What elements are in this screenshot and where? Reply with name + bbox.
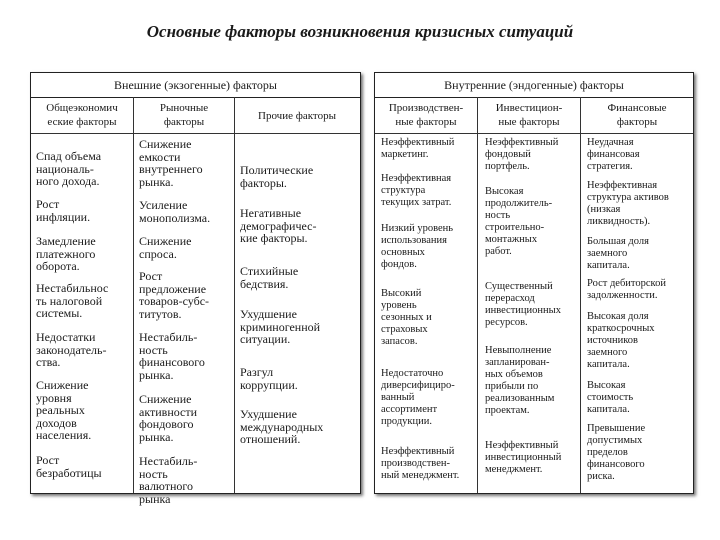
list-item: Негативные демографичес- кие факторы.	[240, 206, 317, 245]
list-item: Спад объема националь- ного дохода.	[36, 149, 102, 188]
list-item: Снижение емкости внутреннего рынка.	[139, 137, 203, 189]
page-title: Основные факторы возникновения кризисных ситуаций	[146, 22, 574, 41]
list-item: Снижение спроса.	[139, 234, 192, 261]
list-item: Неэффективный фондовый портфель.	[485, 137, 559, 172]
column-divider	[477, 97, 478, 493]
list-item: Невыполнение запланирован- ных объемов прибыли по реализованным проектам.	[485, 345, 555, 416]
column-title-financial: Финансовые факторы	[607, 102, 667, 128]
list-item: Разгул коррупции.	[240, 365, 298, 392]
list-item: Стихийные бедствия.	[240, 264, 299, 291]
column-title-economic: Общеэкономич еские факторы	[46, 102, 118, 128]
list-item: Рост дебиторской задолженности.	[587, 278, 666, 301]
header-divider	[375, 133, 693, 134]
list-item: Неэффективная структура текущих затрат.	[381, 173, 452, 208]
internal-factors-panel	[374, 72, 694, 494]
list-item: Высокий уровень сезонных и страховых запасов.	[381, 288, 432, 347]
list-item: Рост предложение товаров-субс- титутов.	[139, 269, 210, 321]
list-item: Неэффективная структура активов (низкая ликвидность).	[587, 180, 669, 227]
list-item: Нестабиль- ность валютного рынка	[139, 454, 198, 506]
column-title-market: Рыночные факторы	[159, 102, 209, 128]
list-item: Нестабильнос ть налоговой системы.	[36, 281, 109, 320]
list-item: Высокая доля краткосрочных источников заемного капитала.	[587, 311, 655, 370]
list-item: Неэффективный маркетинг.	[381, 137, 455, 160]
list-item: Недостатки законодатель- ства.	[36, 330, 107, 369]
column-title-investment: Инвестицион- ные факторы	[495, 102, 563, 128]
list-item: Снижение уровня реальных доходов населения.	[36, 378, 92, 442]
list-item: Существенный перерасход инвестиционных ресурсов.	[485, 281, 561, 328]
list-item: Высокая стоимость капитала.	[587, 380, 634, 415]
external-factors-panel	[30, 72, 361, 506]
list-item: Превышение допустимых пределов финансового риска.	[587, 423, 646, 482]
column-title-other: Прочие факторы	[258, 110, 336, 122]
list-item: Неудачная финансовая стратегия.	[587, 137, 640, 172]
list-item: Замедление платежного оборота.	[36, 234, 96, 273]
list-item: Усиление монополизма.	[139, 198, 211, 225]
list-item: Недостаточно диверсифициро- ванный ассортимент продукции.	[381, 368, 455, 427]
list-item: Высокая продолжитель- ность строительно- монтажных работ.	[485, 186, 553, 257]
internal-factors-header: Внутренние (эндогенные) факторы	[375, 73, 693, 98]
list-item: Неэффективный производствен- ный менеджмент.	[381, 446, 460, 481]
list-item: Ухудшение международных отношений.	[240, 407, 324, 446]
header-divider	[31, 133, 360, 134]
column-title-production: Производствен- ные факторы	[388, 102, 464, 128]
list-item: Ухудшение криминогенной ситуации.	[240, 307, 321, 346]
list-item: Политические факторы.	[240, 163, 314, 190]
list-item: Рост инфляции.	[36, 197, 91, 224]
column-divider	[234, 97, 235, 493]
column-divider	[580, 97, 581, 493]
external-factors-header: Внешние (экзогенные) факторы	[31, 73, 360, 98]
list-item: Снижение активности фондового рынка.	[139, 392, 198, 444]
list-item: Рост безработицы	[36, 453, 102, 480]
list-item: Большая доля заемного капитала.	[587, 236, 649, 271]
list-item: Неэффективный инвестиционный менеджмент.	[485, 440, 562, 475]
list-item: Низкий уровень использования основных фондов.	[381, 223, 454, 270]
column-divider	[133, 97, 134, 493]
list-item: Нестабиль- ность финансового рынка.	[139, 330, 205, 382]
